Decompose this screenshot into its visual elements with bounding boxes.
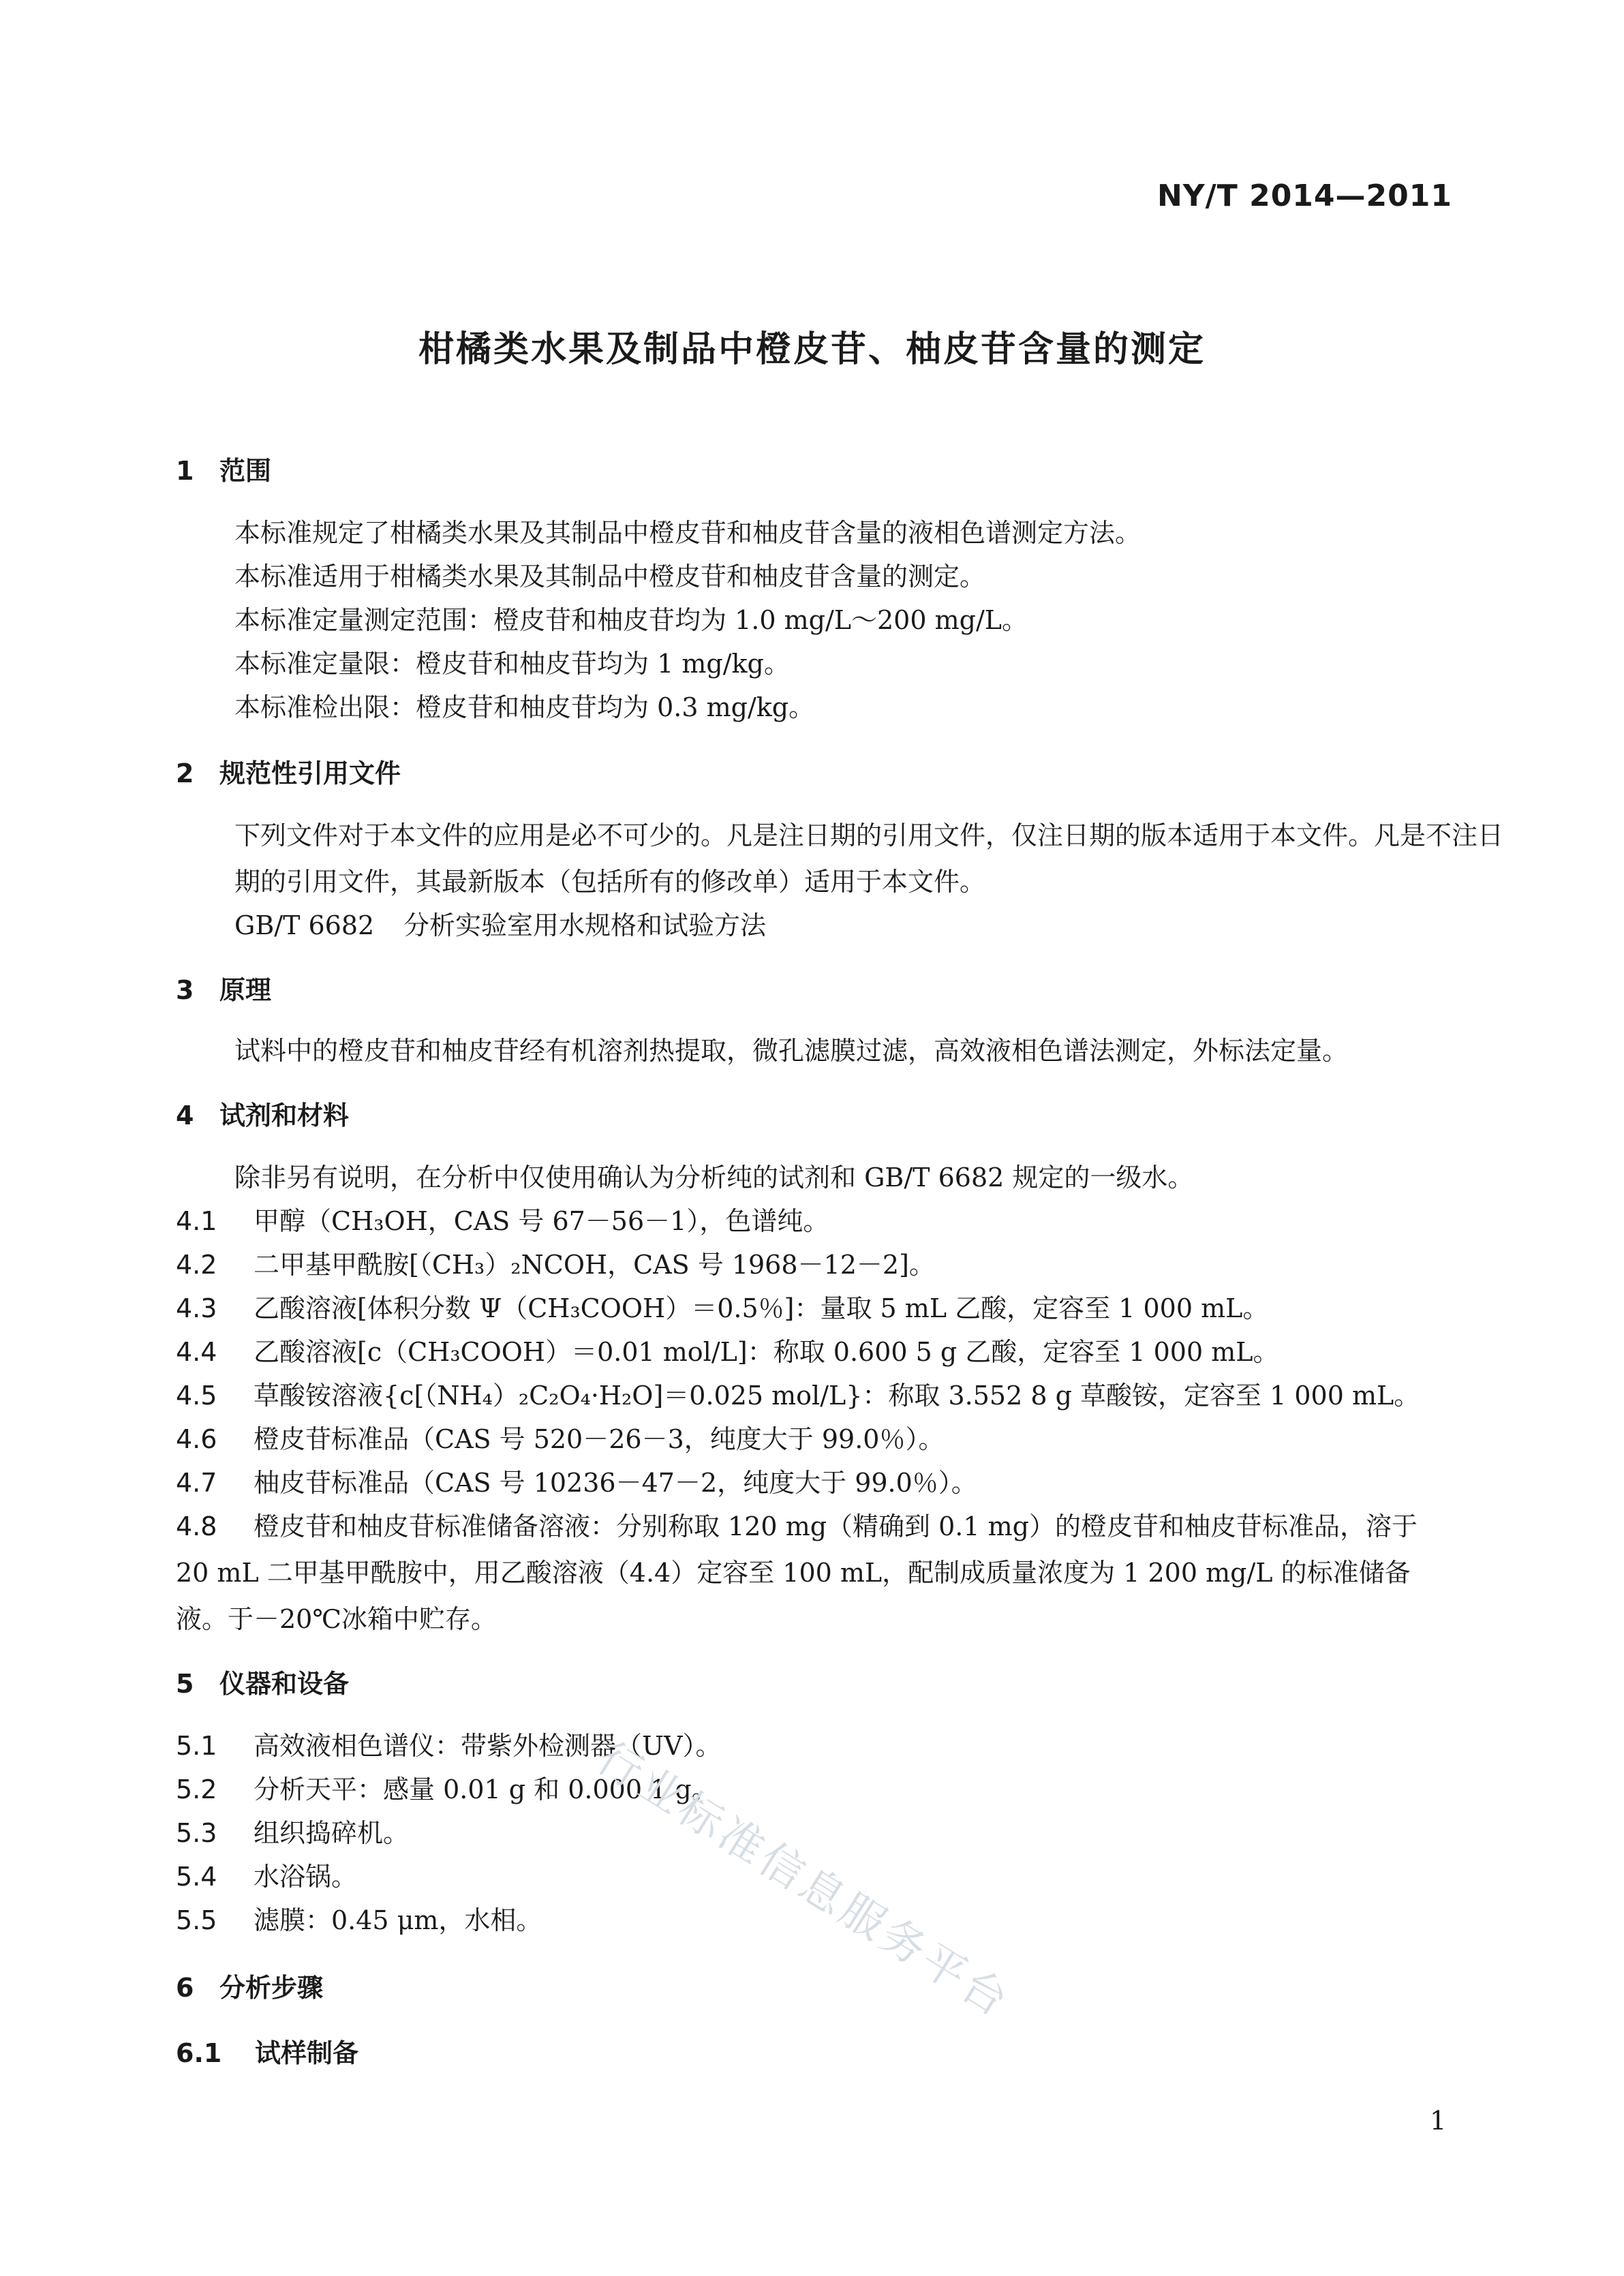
s4-intro: 除非另有说明，在分析中仅使用确认为分析纯的试剂和 GB/T 6682 规定的一级水。 (234, 1163, 1194, 1193)
s5-item-3: 5.3 组织捣碎机。 (176, 1818, 410, 1848)
standard-code: NY/T 2014—2011 (1156, 179, 1452, 213)
s1-para-3: 本标准定量测定范围：橙皮苷和柚皮苷均为 1.0 mg/L～200 mg/L。 (234, 605, 1028, 635)
s4-item-1: 4.1 甲醇（CH₃OH，CAS 号 67－56－1），色谱纯。 (176, 1206, 829, 1236)
s4-item-8: 4.8 橙皮苷和柚皮苷标准储备溶液：分别称取 120 mg（精确到 0.1 mg）的橙皮苷和柚皮苷标准品，溶于 20 mL 二甲基甲酰胺中，用乙酸溶液（4.4）定容至 100 mL，配制成质量浓度为 1 200 mg/L 的标准储备液。于－20℃冰箱中贮存。 (176, 1511, 1418, 1634)
page-number: 1 (1430, 2106, 1447, 2136)
s1-para-1: 本标准规定了柑橘类水果及其制品中橙皮苷和柚皮苷含量的液相色谱测定方法。 (234, 518, 1142, 548)
section-5-heading: 5 仪器和设备 (176, 1669, 350, 1699)
s5-item-1: 5.1 高效液相色谱仪：带紫外检测器（UV）。 (176, 1731, 722, 1761)
s4-item-6: 4.6 橙皮苷标准品（CAS 号 520－26－3，纯度大于 99.0％）。 (176, 1424, 945, 1454)
section-3-heading: 3 原理 (176, 975, 272, 1005)
s4-item-4: 4.4 乙酸溶液[c（CH₃COOH）＝0.01 mol/L]：称取 0.600 5 g 乙酸，定容至 1 000 mL。 (176, 1337, 1279, 1367)
ref-code: GB/T 6682 (234, 910, 375, 940)
s4-item-3: 4.3 乙酸溶液[体积分数 Ψ（CH₃COOH）＝0.5％]：量取 5 mL 乙酸，定容至 1 000 mL。 (176, 1293, 1269, 1323)
s1-para-4: 本标准定量限：橙皮苷和柚皮苷均为 1 mg/kg。 (234, 649, 790, 679)
s1-para-5: 本标准检出限：橙皮苷和柚皮苷均为 0.3 mg/kg。 (234, 692, 815, 722)
section-6-1-heading: 6.1 试样制备 (176, 2038, 359, 2068)
document-title: 柑橘类水果及制品中橙皮苷、柚皮苷含量的测定 (418, 329, 1206, 370)
section-2-heading: 2 规范性引用文件 (176, 758, 401, 788)
s3-para: 试料中的橙皮苷和柚皮苷经有机溶剂热提取，微孔滤膜过滤，高效液相色谱法测定，外标法定量。 (234, 1036, 1349, 1066)
s5-item-2: 5.2 分析天平：感量 0.01 g 和 0.000 1 g。 (176, 1774, 718, 1804)
s2-reference (176, 902, 1516, 949)
s4-item-7: 4.7 柚皮苷标准品（CAS 号 10236－47－2，纯度大于 99.0％）。 (176, 1468, 977, 1498)
s4-item-2: 4.2 二甲基甲酰胺[（CH₃）₂NCOH，CAS 号 1968－12－2]。 (176, 1250, 935, 1280)
s5-item-4: 5.4 水浴锅。 (176, 1862, 358, 1892)
s1-para-2: 本标准适用于柑橘类水果及其制品中橙皮苷和柚皮苷含量的测定。 (234, 562, 986, 591)
ref-title: 分析实验室用水规格和试验方法 (403, 910, 767, 940)
section-6-heading: 6 分析步骤 (176, 1973, 324, 2003)
watermark: 行业标准信息服务平台 (587, 1732, 1020, 2029)
s4-item-5: 4.5 草酸铵溶液{c[（NH₄）₂C₂O₄·H₂O]＝0.025 mol/L}：称取 3.552 8 g 草酸铵，定容至 1 000 mL。 (176, 1381, 1420, 1411)
s5-item-5: 5.5 滤膜：0.45 μm，水相。 (176, 1905, 542, 1935)
s2-para: 下列文件对于本文件的应用是必不可少的。凡是注日期的引用文件，仅注日期的版本适用于本文件。凡是不注日期的引用文件，其最新版本（包括所有的修改单）适用于本文件。 (234, 820, 1504, 897)
section-1-heading: 1 范围 (176, 456, 272, 486)
section-4-heading: 4 试剂和材料 (176, 1101, 350, 1131)
